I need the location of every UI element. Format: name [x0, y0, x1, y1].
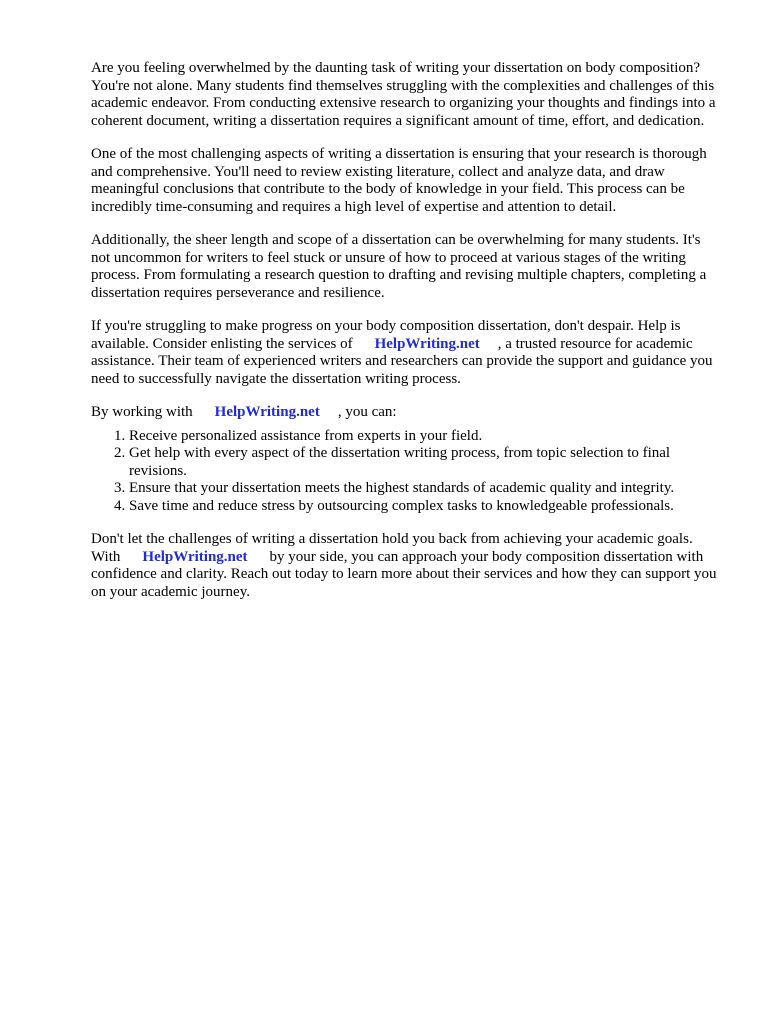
paragraph-intro: Are you feeling overwhelmed by the daunting task of writing your dissertation on body composition? You're not alone. Many students find themselves struggling with the complexities and challenges of this academic endeavor. From conducting extensive research to organizing your thoughts and findings into a coherent document, writing a dissertation requires a significant amount of time, effort, and dedication.: [91, 60, 716, 129]
paragraph-help-text-after: , a trusted resource for academic assistance. Their team of experienced writers and researchers can provide the support and guidance you need to successfully navigate the dissertation writing process.: [91, 335, 713, 387]
paragraph-help: [91, 318, 721, 388]
list-item: 4. Save time and reduce stress by outsourcing complex tasks to knowledgeable professionals.: [129, 498, 721, 516]
list-item: 3. Ensure that your dissertation meets the highest standards of academic quality and integrity.: [129, 480, 721, 498]
paragraph-length: Additionally, the sheer length and scope of a dissertation can be overwhelming for many students. It's not uncommon for writers to feel stuck or unsure of how to proceed at various stages of the writing process. From formulating a research question to drafting and revising multiple chapters, completing a dissertation requires perseverance and resilience.: [91, 232, 707, 301]
working-with-text-before: By working with: [91, 404, 193, 420]
paragraph-closing: [91, 531, 721, 601]
working-with-text-after: , you can:: [337, 404, 397, 420]
benefits-list: [91, 428, 721, 516]
document-body: [91, 60, 721, 617]
paragraph-help-text-before: If you're struggling to make progress on your body composition dissertation, don't despair. Help is available. Consider enlisting the services of: [91, 318, 681, 352]
list-item: 1. Receive personalized assistance from experts in your field.: [129, 428, 721, 446]
closing-text-before: Don't let the challenges of writing a dissertation hold you back from achieving your academic goals. With: [91, 531, 693, 565]
paragraph-research: One of the most challenging aspects of writing a dissertation is ensuring that your research is thorough and comprehensive. You'll need to review existing literature, collect and analyze data, and draw meaningful conclusions that contribute to the body of knowledge in your field. This process can be incredibly time-consuming and requires a high level of expertise and attention to detail.: [91, 146, 707, 215]
helpwriting-link-1[interactable]: HelpWriting.net: [374, 335, 480, 352]
paragraph-working-with: [91, 404, 721, 422]
helpwriting-link-2[interactable]: HelpWriting.net: [214, 404, 320, 420]
closing-text-after: by your side, you can approach your body composition dissertation with confidence and clarity. Reach out today to learn more about their services and how they can support you on your academic journey.: [91, 548, 717, 600]
helpwriting-link-3[interactable]: HelpWriting.net: [142, 548, 248, 565]
list-item: 2. Get help with every aspect of the dissertation writing process, from topic selection to final revisions.: [129, 445, 721, 480]
